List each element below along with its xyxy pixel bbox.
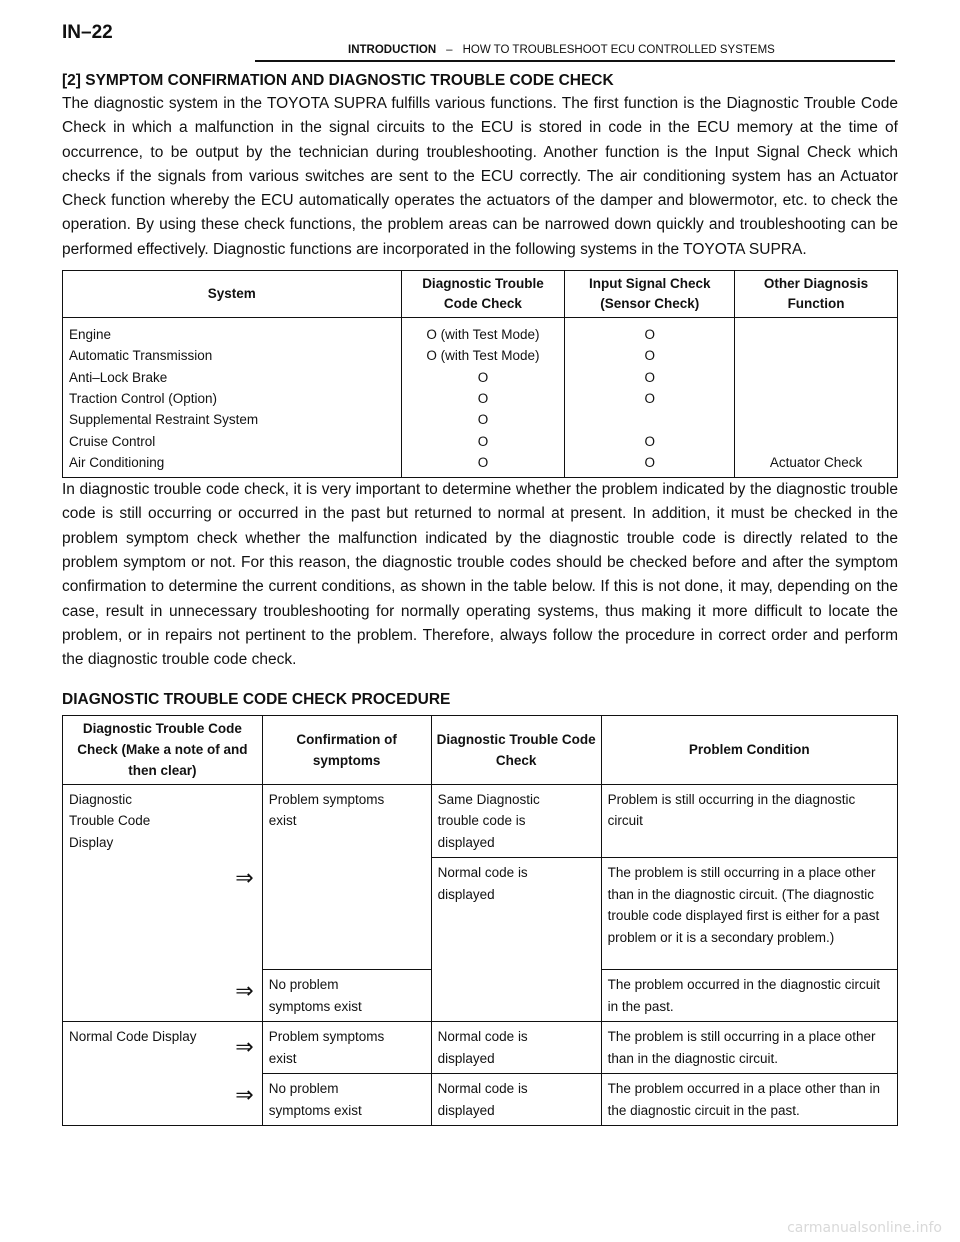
header-separator: – [446, 44, 453, 56]
table-cell: Diagnostic Trouble Code Display [69, 791, 151, 850]
header-subsection: HOW TO TROUBLESHOOT ECU CONTROLLED SYSTEMS [462, 44, 775, 56]
other-diagnosis-list [735, 318, 898, 478]
table-cell: Problem symptoms exist [262, 1022, 431, 1074]
table-cell: Automatic Transmission [69, 348, 213, 364]
col-confirmation-of-symptoms: Confirmation of symptoms [262, 715, 431, 784]
table-cell: Actuator Check [769, 454, 863, 470]
col-dtc-check: Diagnostic Trouble Code Check [401, 271, 565, 318]
header-section: INTRODUCTION [348, 44, 437, 56]
procedure-title: DIAGNOSTIC TROUBLE CODE CHECK PROCEDURE [62, 690, 451, 708]
col-other-diagnosis: Other Diagnosis Function [735, 271, 898, 318]
table-cell: O [477, 390, 489, 406]
page-content [62, 72, 898, 1126]
table-cell: Problem is still occurring in the diagnostic circuit [601, 784, 897, 858]
table-cell: Engine [69, 327, 112, 343]
col-first-dtc-check: Diagnostic Trouble Code Check (Make a note of and then clear) [63, 715, 263, 784]
page-number: IN–22 [62, 22, 113, 43]
arrow-icon: ⇒ [235, 1034, 254, 1060]
systems-table-body [63, 318, 898, 478]
normal-display-cell [63, 1022, 263, 1126]
section-title: [2] SYMPTOM CONFIRMATION AND DIAGNOSTIC TROUBLE CODE CHECK [62, 72, 614, 89]
table-cell: The problem is still occurring in a place other than in the diagnostic circuit. [601, 1022, 897, 1074]
table-row [63, 784, 898, 858]
col-input-signal-check: Input Signal Check (Sensor Check) [565, 271, 735, 318]
table-cell: O [477, 454, 489, 470]
table-cell: Air Conditioning [69, 454, 165, 470]
watermark: carmanualsonline.info [787, 1220, 942, 1236]
dtc-display-cell [63, 784, 263, 1022]
col-system: System [63, 271, 402, 318]
diagnostic-paragraph: In diagnostic trouble code check, it is very important to determine whether the problem indicated by the diagnostic trouble code is still occurring or occurred in the past but returned to normal at present. In addition, it must be checked in the problem symptom check whether the malfunction indicated by the diagnostic trouble code is directly related to the problem symptom or not. For this reason, the diagnostic trouble codes should be checked before and after the symptom confirmation to determine the current conditions, as shown in the table below. If this is not done, it may, depending on the case, result in unnecessary troubleshooting for normally operating systems, thus making it more difficult to locate the problem, or in repairs not pertinent to the problem. Therefore, always follow the procedure in correct order and perform the diagnostic trouble code check. [62, 481, 898, 669]
table-row [63, 1022, 898, 1074]
table-cell: Traction Control (Option) [69, 390, 218, 406]
systems-table-header [63, 271, 898, 318]
table-cell: O [477, 369, 489, 385]
table-cell: Problem symptoms exist [262, 784, 431, 970]
table-cell: Normal Code Display [69, 1029, 197, 1045]
table-cell: No problem symptoms exist [262, 1074, 431, 1126]
table-cell: Normal code is displayed [431, 858, 601, 1022]
input-check-list [565, 318, 735, 478]
table-cell: O (with Test Mode) [426, 327, 540, 343]
systems-list [63, 318, 402, 478]
table-cell: Same Diagnostic trouble code is displayed [431, 784, 601, 858]
table-cell: O [644, 390, 655, 406]
table-cell: O [644, 327, 655, 343]
table-cell: The problem is still occurring in a place other than in the diagnostic circuit. (The diagnostic trouble code displayed first is either for a past problem or it is a secondary problem.) [601, 858, 897, 970]
header-rule [255, 60, 895, 62]
table-cell: The problem occurred in the diagnostic circuit in the past. [601, 970, 897, 1022]
col-problem-condition: Problem Condition [601, 715, 897, 784]
table-cell: The problem occurred in a place other than in the diagnostic circuit in the past. [601, 1074, 897, 1126]
systems-table [62, 270, 898, 478]
table-cell: O [644, 369, 655, 385]
table-cell: No problem symptoms exist [262, 970, 431, 1022]
table-cell: Cruise Control [69, 433, 156, 449]
running-header [348, 44, 775, 56]
arrow-icon: ⇒ [235, 864, 254, 890]
table-cell: O [644, 454, 655, 470]
table-cell: Supplemental Restraint System [69, 412, 259, 428]
arrow-icon: ⇒ [235, 1082, 254, 1108]
table-cell: O [644, 348, 655, 364]
table-cell [571, 409, 728, 430]
procedure-table [62, 715, 898, 1127]
table-cell: Normal code is displayed [431, 1074, 601, 1126]
table-cell: O (with Test Mode) [426, 348, 540, 364]
procedure-table-header [63, 715, 898, 784]
dtc-list [401, 318, 565, 478]
table-cell: Anti–Lock Brake [69, 369, 168, 385]
table-cell: Normal code is displayed [431, 1022, 601, 1074]
arrow-icon: ⇒ [235, 977, 254, 1003]
col-second-dtc-check: Diagnostic Trouble Code Check [431, 715, 601, 784]
intro-paragraph: The diagnostic system in the TOYOTA SUPRA fulfills various functions. The first function is the Diagnostic Trouble Code Check in which a malfunction in the signal circuits to the ECU is stored in code in the ECU memory at the time of occurrence, to be output by the technician during troubleshooting. Another function is the Input Signal Check which checks if the signals from various switches are sent to the ECU correctly. The air conditioning system has an Actuator Check function whereby the ECU automatically operates the actuators of the damper and blowermotor, etc. to check the operation. By using these check functions, the problem areas can be narrowed down quickly and troubleshooting can be performed effectively. Diagnostic functions are incorporated in the following systems in the TOYOTA SUPRA. [62, 95, 898, 258]
table-cell: O [644, 433, 655, 449]
table-cell: O [477, 433, 489, 449]
table-cell: O [477, 412, 489, 428]
